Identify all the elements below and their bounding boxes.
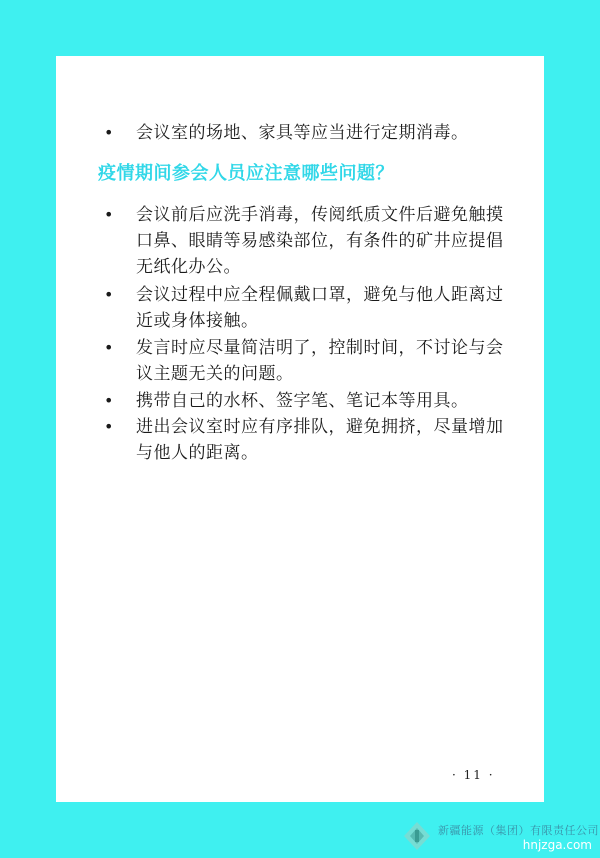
bullet-marker: •	[104, 338, 114, 357]
list-item-text: 会议室的场地、家具等应当进行定期消毒。	[136, 123, 469, 143]
company-logo-icon	[400, 820, 434, 856]
list-item-text: 发言时应尽量简洁明了，控制时间，不讨论与会议主题无关的问题。	[136, 338, 504, 384]
bullet-marker: •	[104, 205, 114, 224]
site-url: hnjzga.com	[522, 838, 592, 852]
list-item	[104, 120, 504, 146]
bullet-marker: •	[104, 123, 114, 142]
watermark	[400, 818, 599, 854]
list-item-text: 会议前后应洗手消毒，传阅纸质文件后避免触摸口鼻、眼睛等易感染部位，有条件的矿井应提倡无纸化办公。	[136, 205, 504, 277]
document-page	[56, 56, 544, 802]
list-item	[104, 282, 504, 334]
list-item	[104, 414, 504, 466]
section-heading: 疫情期间参会人员应注意哪些问题？	[98, 163, 394, 184]
list-item	[104, 202, 504, 280]
bullet-marker: •	[104, 417, 114, 436]
list-item-text: 会议过程中应全程佩戴口罩，避免与他人距离过近或身体接触。	[136, 285, 504, 331]
list-item	[104, 335, 504, 387]
list-item-text: 进出会议室时应有序排队，避免拥挤，尽量增加与他人的距离。	[136, 417, 504, 463]
list-item-text: 携带自己的水杯、签字笔、笔记本等用具。	[136, 391, 469, 411]
company-name: 新疆能源（集团）有限责任公司	[438, 824, 599, 837]
list-item	[104, 388, 504, 414]
bullet-marker: •	[104, 285, 114, 304]
bullet-marker: •	[104, 391, 114, 410]
page-number: · 11 ·	[452, 768, 495, 782]
